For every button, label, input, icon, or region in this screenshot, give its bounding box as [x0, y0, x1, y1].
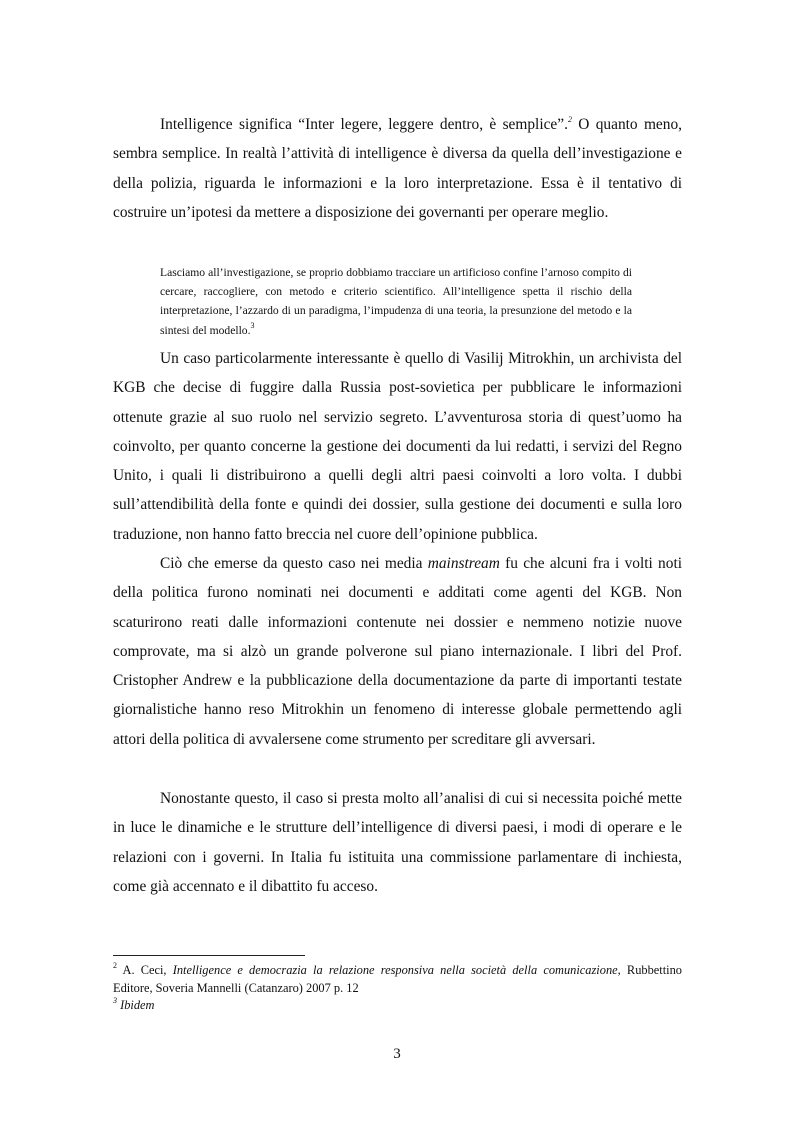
footnote-number: 3 [113, 995, 117, 1005]
footnote-ref-3[interactable]: 3 [250, 320, 255, 330]
paragraph-text: Intelligence significa “Inter legere, leggere dentro, è semplice”. [160, 116, 568, 133]
paragraph-text: fu che alcuni fra i volti noti della politica furono nominati nei documenti e additati come agenti del KGB. Non scaturirono reati dalle informazioni contenute nei dossier e nemmeno notizie nuove comprovate, ma si alzò un grande polverone sul piano internazionale. I libri del Prof. Cristopher Andrew e la pubblicazione della documentazione da parte di importanti testate giornalistiche hanno reso Mitrokhin un fenomeno di interesse globale permettendo agli attori della politica di avvalersene come strumento per screditare gli avversari. [113, 555, 682, 748]
footnote-text: Ibidem [117, 998, 155, 1012]
paragraph-text: O quanto meno, sembra semplice. In realtà l’attività di intelligence è diversa da quella dell’investigazione e della polizia, riguarda le informazioni e la loro interpretazione. Essa è il tentativo di costruire un’ipotesi da mettere a disposizione dei governanti per operare meglio. [113, 116, 682, 221]
quote-text: Lasciamo all’investigazione, se proprio dobbiamo tracciare un artificioso confine l’arnoso compito di cercare, raccogliere, con metodo e criterio scientifico. All’intelligence spetta il rischio della interpretazione, l’azzardo di un paradigma, l’impudenza di una teoria, la presunzione del metodo e la sintesi del modello. [160, 266, 632, 337]
paragraph-intro [113, 110, 682, 227]
emphasis-text: mainstream [427, 555, 500, 572]
page-number: 3 [393, 1046, 401, 1062]
footnote-author: A. Ceci, [117, 963, 173, 977]
paragraph-text: Ciò che emerse da questo caso nei media [160, 555, 428, 572]
footnote-separator [113, 955, 305, 956]
footnotes [113, 962, 682, 1015]
paragraph-analysis: Nonostante questo, il caso si presta molto all’analisi di cui si necessita poiché mette in luce le dinamiche e le strutture dell’intelligence di diversi paesi, i modi di operare e le relazioni con i governi. In Italia fu istituita una commissione parlamentare di inchiesta, come già accennato e il dibattito fu acceso. [113, 790, 682, 895]
footnote-publisher: Rubbettino Editore, Soveria Mannelli (Catanzaro) 2007 p. 12 [113, 963, 683, 995]
footnote-ref-2[interactable]: 2 [567, 114, 572, 124]
footnote-3 [113, 997, 682, 1015]
footnote-2 [113, 962, 682, 997]
block-quote [160, 263, 632, 340]
paragraph-mitrokhin: Un caso particolarmente interessante è quello di Vasilij Mitrokhin, un archivista del KGB che decise di fuggire dalla Russia post-sovietica per pubblicare le informazioni ottenute grazie al suo ruolo nel servizio segreto. L’avventurosa storia di quest’uomo ha coinvolto, per quanto concerne la gestione dei documenti da lui redatti, i servizi del Regno Unito, i quali li distribuirono a quelli degli altri paesi coinvolti a loro volta. I dubbi sull’attendibilità della fonte e quindi dei dossier, sulla gestione dei documenti e sulla loro traduzione, non hanno fatto breccia nel cuore dell’opinione pubblica. [113, 350, 682, 543]
paragraph-media [113, 549, 682, 754]
footnote-title: Intelligence e democrazia la relazione responsiva nella società della comunicazione, [172, 963, 621, 977]
footnote-number: 2 [113, 960, 117, 970]
